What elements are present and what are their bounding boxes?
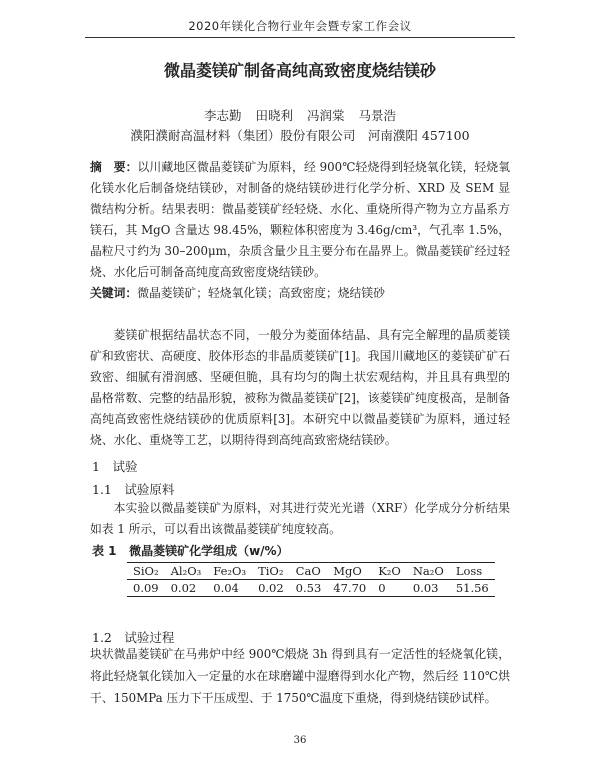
paper-title: 微晶菱镁矿制备高纯高致密度烧结镁砂 bbox=[163, 61, 436, 80]
keywords-text: 微晶菱镁矿；轻烧氧化镁；高致密度；烧结镁砂 bbox=[137, 286, 385, 300]
table-cell: 0.02 bbox=[170, 581, 197, 595]
keywords-label: 关键词： bbox=[90, 286, 138, 300]
raw-material-paragraph: 本实验以微晶菱镁矿为原料，对其进行荧光光谱（XRF）化学成分分析结果如表 1 所示，可以看出该微晶菱镁矿纯度较高。 bbox=[90, 501, 510, 536]
table-title: 微晶菱镁矿化学组成（w/%） bbox=[129, 544, 289, 558]
table-cell: 0.09 bbox=[133, 581, 159, 595]
table-header-cell: Al₂O₃ bbox=[170, 564, 202, 578]
table-header-cell: MgO bbox=[333, 564, 362, 578]
table-cell: 51.56 bbox=[455, 581, 489, 595]
table-cell: 0.53 bbox=[295, 581, 322, 595]
table-cell: 0 bbox=[378, 581, 386, 595]
author-name: 田晓利 bbox=[255, 108, 293, 123]
author-name: 马景浩 bbox=[358, 108, 396, 123]
keywords bbox=[90, 283, 510, 304]
author-list bbox=[0, 106, 600, 124]
table-cell: 0.04 bbox=[213, 581, 239, 595]
table-header-cell: Na₂O bbox=[412, 564, 444, 578]
table-header-cell: CaO bbox=[295, 564, 321, 578]
table-header-cell: Loss bbox=[455, 564, 483, 578]
running-header: 2020年镁化合物行业年会暨专家工作会议 bbox=[188, 19, 412, 33]
table-cell: 47.70 bbox=[333, 581, 367, 595]
table-header-row bbox=[127, 563, 495, 580]
author-name: 冯润棠 bbox=[306, 108, 345, 123]
table-row bbox=[127, 580, 495, 597]
affiliation: 濮阳濮耐高温材料（集团）股份有限公司 河南濮阳 457100 bbox=[130, 128, 470, 143]
abstract bbox=[90, 157, 510, 283]
table-caption bbox=[92, 542, 289, 559]
author-name: 李志勤 bbox=[203, 108, 242, 123]
section-heading-1-1: 1.1 试验原料 bbox=[92, 482, 175, 497]
abstract-text: 以川藏地区微晶菱镁矿为原料，经 900℃轻烧得到轻烧氧化镁，轻烧氧化镁水化后制备烧结镁砂，对制备的烧结镁砂进行化学分析、XRD 及 SEM 显微结构分析。结果表明：微晶菱镁矿经轻烧、水化、重烧所得产物为立方晶系方镁石，其 MgO 含量达 98.45%，颗粒体积密度为 3.46g/cm³，气孔率 1.5%，晶粒尺寸约为 30–200μm，杂质含量少且主要分布在晶界上。微晶菱镁矿经过轻烧、水化后可制备高纯度高致密度烧结镁砂。 bbox=[90, 160, 510, 279]
intro-paragraph: 菱镁矿根据结晶状态不同，一般分为菱面体结晶、具有完全解理的晶质菱镁矿和致密状、高硬度、胶体形态的非晶质菱镁矿[1]。我国川藏地区的菱镁矿矿石致密、细腻有滑润感、坚硬但脆，具有均匀的陶土状宏观结构，并且具有典型的晶格常数、完整的结晶形貌，被称为微晶菱镁矿[2]，该菱镁矿纯度极高，是制备高纯高致密性烧结镁砂的优质原料[3]。本研究中以微晶菱镁矿为原料，通过轻烧、水化、重烧等工艺，以期待得到高纯高致密烧结镁砂。 bbox=[90, 328, 510, 447]
section-heading-1-2: 1.2 试验过程 bbox=[92, 630, 175, 645]
abstract-label: 摘 要： bbox=[90, 160, 138, 174]
section-heading-1: 1 试验 bbox=[92, 459, 138, 474]
page-number: 36 bbox=[293, 735, 307, 746]
table-header-cell: Fe₂O₃ bbox=[213, 564, 247, 578]
header-rule bbox=[85, 37, 515, 38]
composition-table bbox=[127, 562, 495, 597]
table-number: 表 1 bbox=[92, 544, 117, 558]
table-header-cell: TiO₂ bbox=[258, 564, 284, 578]
table-header-cell: SiO₂ bbox=[133, 564, 159, 578]
table-header-cell: K₂O bbox=[378, 564, 401, 578]
table-cell: 0.03 bbox=[412, 581, 439, 595]
table-cell: 0.02 bbox=[258, 581, 284, 595]
process-paragraph: 块状微晶菱镁矿在马弗炉中经 900℃煅烧 3h 得到具有一定活性的轻烧氧化镁，将此轻烧氧化镁加入一定量的水在球磨罐中湿磨得到水化产物，然后经 110℃烘干、150MPa 压力下干压成型、于 1750℃温度下重烧，得到烧结镁砂试样。 bbox=[90, 647, 510, 705]
